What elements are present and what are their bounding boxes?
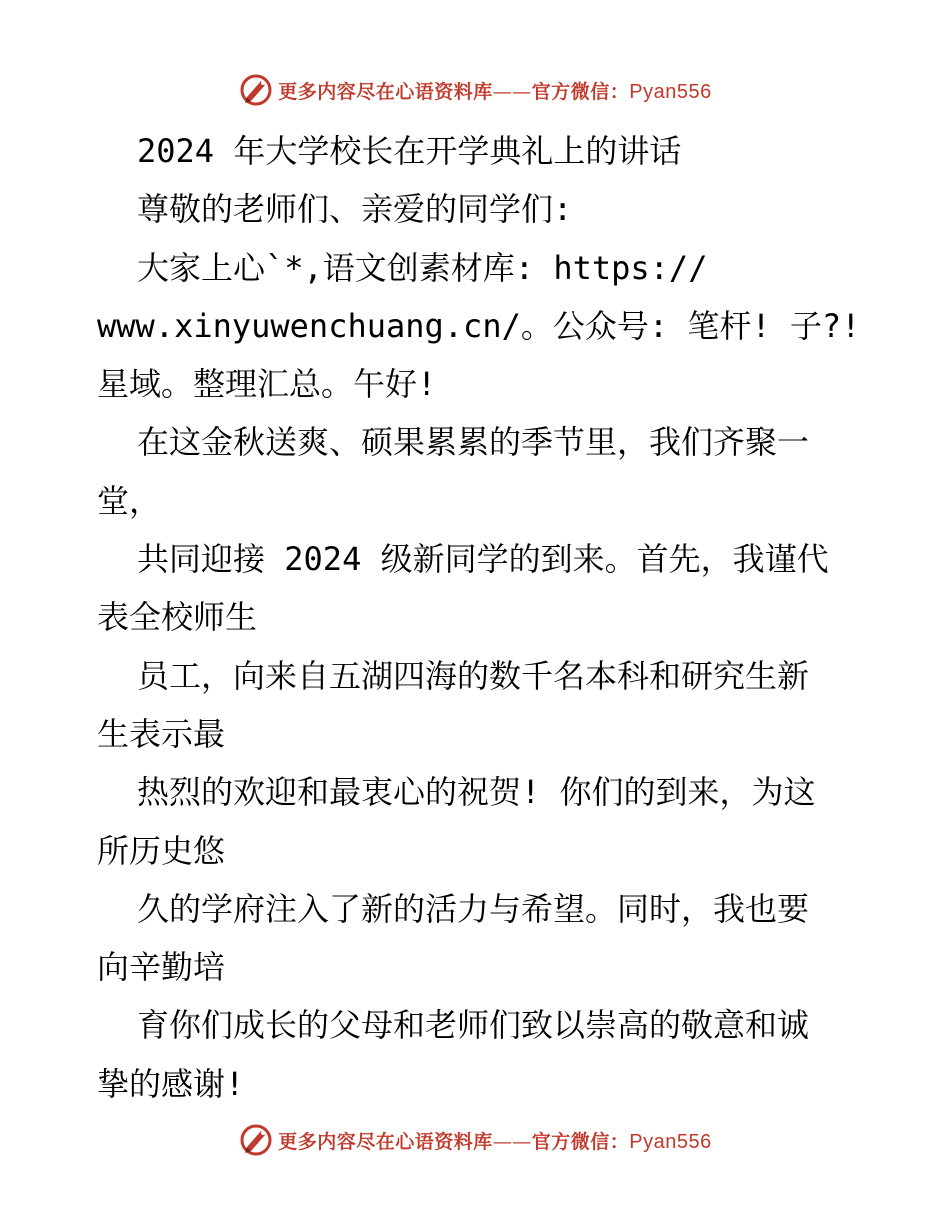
header-banner: [0, 70, 950, 110]
banner-dash: ——: [492, 80, 532, 103]
article-line: 久的学府注入了新的活力与希望。同时，我也要: [137, 889, 810, 928]
article-line: 向辛勤培: [97, 948, 226, 987]
article-line: 所历史悠: [97, 831, 226, 870]
article-line: 在这金秋送爽、硕果累累的季节里，我们齐聚一: [137, 423, 810, 462]
banner-wechat-id: Pyan556: [629, 1130, 712, 1153]
article-line: 2024 年大学校长在开学典礼上的讲话: [137, 132, 682, 170]
article-line: 育你们成长的父母和老师们致以崇高的敬意和诚: [137, 1006, 810, 1045]
footer-banner: [0, 1120, 950, 1160]
footer-banner-inner: [238, 1122, 712, 1158]
article-line: 堂，: [97, 481, 162, 520]
article-line: 大家上心`*,语文创素材库: https://: [137, 248, 708, 287]
article-line: 星域。整理汇总。午好!: [97, 365, 437, 404]
article-line: 表全校师生: [97, 598, 258, 637]
header-banner-text: [278, 77, 712, 104]
banner-dash: ——: [492, 1130, 532, 1153]
pen-logo-icon: [238, 72, 274, 108]
banner-wechat-label: 官方微信：: [531, 1130, 630, 1153]
header-banner-inner: [238, 72, 712, 108]
article-line: 共同迎接 2024 级新同学的到来。首先，我谨代: [137, 540, 829, 579]
pen-logo-icon: [238, 1122, 274, 1158]
banner-main-text: 更多内容尽在心语资料库: [278, 1130, 493, 1153]
banner-wechat-label: 官方微信：: [531, 80, 630, 103]
article-line: www.xinyuwenchuang.cn/。公众号: 笔杆! 子?!: [97, 306, 861, 345]
footer-banner-text: [278, 1127, 712, 1154]
banner-main-text: 更多内容尽在心语资料库: [278, 80, 493, 103]
article-line: 热烈的欢迎和最衷心的祝贺! 你们的到来，为这: [137, 773, 816, 812]
article-line: 生表示最: [97, 714, 226, 753]
article-line: 尊敬的老师们、亲爱的同学们:: [137, 190, 573, 229]
banner-wechat-id: Pyan556: [629, 80, 712, 103]
article-line: 挚的感谢!: [97, 1064, 245, 1103]
article-line: 员工，向来自五湖四海的数千名本科和研究生新: [137, 656, 810, 695]
article-body: [97, 122, 861, 1113]
